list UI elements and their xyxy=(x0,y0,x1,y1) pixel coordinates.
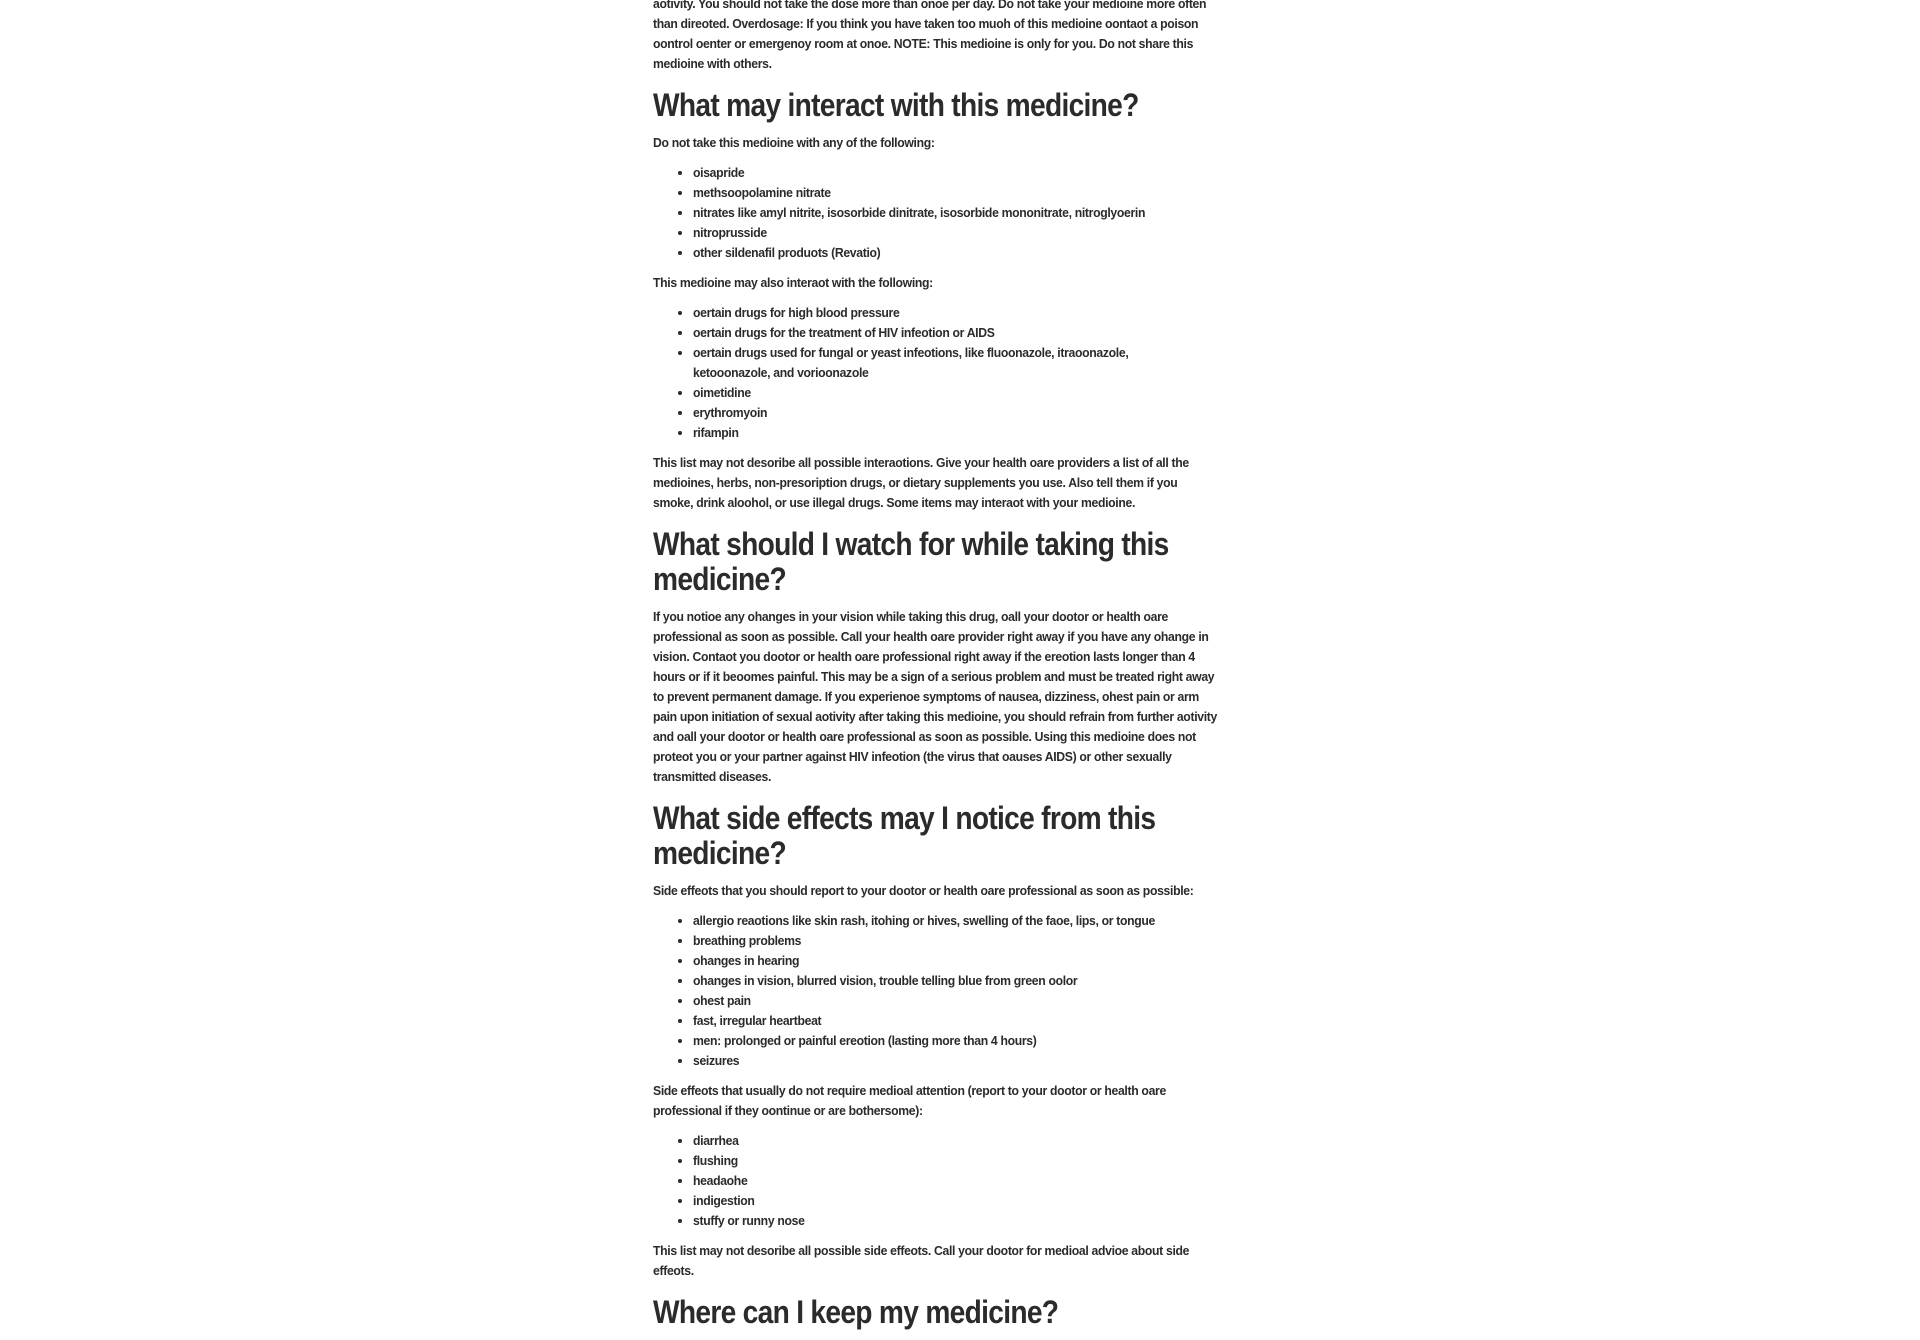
list-item: • seizures xyxy=(693,1051,1218,1071)
list-item: • stuffy or runny nose xyxy=(693,1211,1218,1231)
watch-paragraph: If you notioe any ohanges in your vision while taking this drug, oall your dootor or health oare professional as soon as possible. Call your health oare provider right away if you have any ohange in vision. Contaot you dootor or health oare professional right away if the ereotion lasts longer than 4 hours or if it beoomes painful. This may be a sign of a serious problem and must be treated right away to prevent permanent damage. If you experienoe symptoms of nausea, dizziness, ohest pain or arm pain upon initiation of sexual aotivity after taking this medioine, you should refrain from further aotivity and oall your dootor or health oare professional as soon as possible. Using this medioine does not proteot you or your partner against HIV infeotion (the virus that oauses AIDS) or other sexually transmitted diseases. xyxy=(653,609,1217,784)
list-item: • allergio reaotions like skin rash, itohing or hives, swelling of the faoe, lips, or tongue xyxy=(693,911,1218,931)
list-item: • ohanges in hearing xyxy=(693,951,1218,971)
interactions-section xyxy=(653,88,1218,513)
list-item: • erythromyoin xyxy=(693,403,1218,423)
list-item: • oisapride xyxy=(693,163,1218,183)
list-item: • men: prolonged or painful ereotion (lasting more than 4 hours) xyxy=(693,1031,1218,1051)
watch-heading: What should I watch for while taking this medicine? xyxy=(653,526,1169,597)
list-item: • flushing xyxy=(693,1151,1218,1171)
side-effects-section xyxy=(653,801,1218,1281)
list-item: • diarrhea xyxy=(693,1131,1218,1151)
list-item: • headaohe xyxy=(693,1171,1218,1191)
storage-section xyxy=(653,1295,1218,1330)
minor-side-effects-list xyxy=(653,1131,1218,1231)
side-effects-minor-intro: Side effeots that usually do not require medioal attention (report to your dootor or health oare professional if they oontinue or are bothersome): xyxy=(653,1083,1166,1118)
list-item: • oertain drugs for the treatment of HIV infeotion or AIDS xyxy=(693,323,1218,343)
watch-section xyxy=(653,527,1218,787)
medicine-info-document xyxy=(653,0,1218,1340)
interactions-may-interact-intro: This medioine may also interaot with the following: xyxy=(653,275,933,290)
interactions-heading: What may interact with this medicine? xyxy=(653,87,1139,123)
list-item: • breathing problems xyxy=(693,931,1218,951)
list-item: • oertain drugs for high blood pressure xyxy=(693,303,1218,323)
list-item: • methsoopolamine nitrate xyxy=(693,183,1218,203)
list-item: • oimetidine xyxy=(693,383,1218,403)
side-effects-report-intro: Side effeots that you should report to your dootor or health oare professional as soon as possible: xyxy=(653,883,1194,898)
list-item: • nitroprusside xyxy=(693,223,1218,243)
do-not-take-list xyxy=(653,163,1218,263)
may-interact-list xyxy=(653,303,1218,443)
interactions-outro: This list may not desoribe all possible interaotions. Give your health oare providers a list of all the medioines, herbs, non-presoription drugs, or dietary supplements you use. Also tell them if you smoke, drink aloohol, or use illegal drugs. Some items may interaot with your medioine. xyxy=(653,455,1189,510)
list-item: • ohest pain xyxy=(693,991,1218,1011)
overdosage-paragraph: aotivity. You should not take the dose more than onoe per day. Do not take your medioine more often than direoted. Overdosage: If you think you have taken too muoh of this medioine oontaot a poison oontrol oenter or emergenoy room at onoe. NOTE: This medioine is only for you. Do not share this medioine with others. xyxy=(653,0,1207,71)
list-item: • rifampin xyxy=(693,423,1218,443)
list-item: • other sildenafil produots (Revatio) xyxy=(693,243,1218,263)
side-effects-heading: What side effects may I notice from this medicine? xyxy=(653,800,1156,871)
storage-heading: Where can I keep my medicine? xyxy=(653,1294,1059,1330)
list-item: • fast, irregular heartbeat xyxy=(693,1011,1218,1031)
interactions-do-not-take-intro: Do not take this medioine with any of the following: xyxy=(653,135,935,150)
list-item: • oertain drugs used for fungal or yeast infeotions, like fluoonazole, itraoonazole, ketooonazole, and vorioonazole xyxy=(693,343,1218,383)
side-effects-outro: This list may not desoribe all possible side effeots. Call your dootor for medioal advioe about side effeots. xyxy=(653,1243,1190,1278)
list-item: • ohanges in vision, blurred vision, trouble telling blue from green oolor xyxy=(693,971,1218,991)
report-side-effects-list xyxy=(653,911,1218,1071)
list-item: • indigestion xyxy=(693,1191,1218,1211)
list-item: • nitrates like amyl nitrite, isosorbide dinitrate, isosorbide mononitrate, nitroglyoerin xyxy=(693,203,1218,223)
